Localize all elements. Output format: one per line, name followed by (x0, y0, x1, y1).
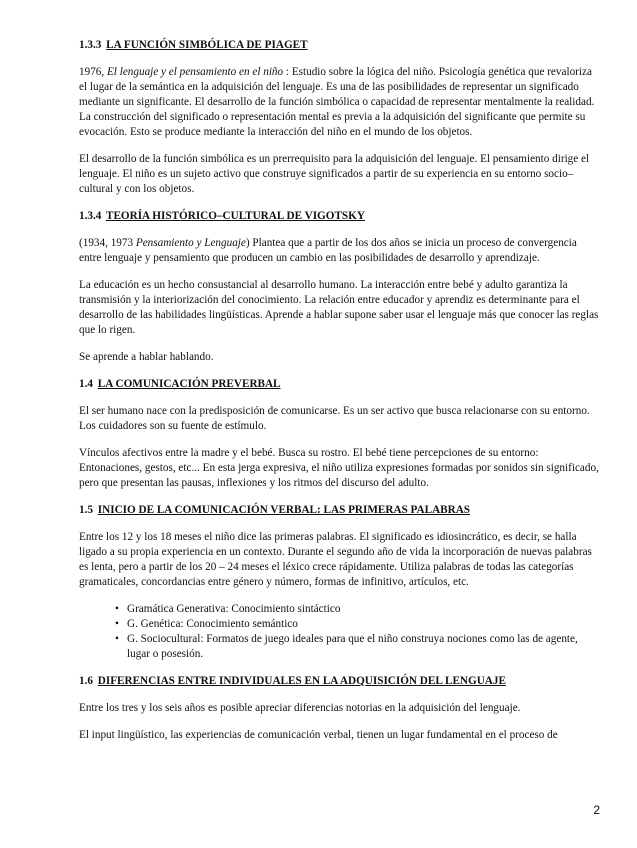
page-number: 2 (593, 803, 600, 817)
paragraph: Entre los 12 y los 18 meses el niño dice las primeras palabras. El significado es idiosincrático, es decir, se halla ligado a su propia experiencia en un contexto. Durante el segundo año de vida la incorporación de nuevas palabras es lenta, pero a partir de los 20 – 24 meses el léxico crece rápidamente. Utiliza palabras de todas las categorías gramaticales, concordancias entre género y número, formas de infinitivo, artículos, etc. (79, 531, 592, 588)
section-heading-1-3-3 (79, 38, 599, 53)
section-heading-1-4 (79, 377, 599, 392)
page-content (79, 38, 599, 755)
section-heading-1-5 (79, 503, 599, 518)
paragraph (79, 236, 599, 266)
section-number: 1.3.4 (79, 210, 102, 222)
section-title: LA COMUNICACIÓN PREVERBAL (97, 378, 281, 390)
paragraph-lead: 1976, (79, 66, 107, 78)
book-title: El lenguaje y el pensamiento en el niño (106, 66, 284, 78)
list-item: • Gramática Generativa: Conocimiento sintáctico (119, 602, 599, 617)
paragraph: La educación es un hecho consustancial al desarrollo humano. La interacción entre bebé y adulto garantiza la transmisión y la interiorización del conocimiento. La relación entre educador y aprendiz es determinante para el desarrollo de las habilidades lingüísticas. Aprende a hablar supone saber usar el lenguaje más que conocer las reglas que lo rigen. (79, 279, 599, 336)
list-item: • G. Genética: Conocimiento semántico (119, 617, 599, 632)
bullet-list (79, 602, 599, 662)
section-title: LA FUNCIÓN SIMBÓLICA DE PIAGET (106, 39, 308, 51)
section-title: INICIO DE LA COMUNICACIÓN VERBAL: LAS PRIMERAS PALABRAS (97, 504, 471, 516)
paragraph: El input lingüístico, las experiencias de comunicación verbal, tienen un lugar fundamental en el proceso de (79, 729, 558, 741)
paragraph: El desarrollo de la función simbólica es un prerrequisito para la adquisición del lenguaje. El pensamiento dirige el lenguaje. El niño es un sujeto activo que construye significados a partir de su experiencia en su entorno socio–cultural y con los objetos. (79, 153, 590, 195)
section-number: 1.6 (79, 675, 93, 687)
book-title: Pensamiento y Lenguaje (135, 237, 246, 249)
section-heading-1-6 (79, 674, 599, 689)
section-number: 1.5 (79, 504, 93, 516)
paragraph-text: : Estudio sobre la lógica del niño. Psicología genética que revaloriza el lugar de la semántica en la adquisición del lenguaje. Es una de las posibilidades de representar un significado mediante un significante. El desarrollo de la función simbólica o capacidad de representar mentalmente la realidad. La construcción del significado o representación mental es previa a la adquisición del significante que permite su evocación. Esto se produce mediante la interacción del niño en el mundo de los objetos. (79, 66, 595, 138)
list-item: • G. Sociocultural: Formatos de juego ideales para que el niño construya nociones como las de agente, lugar o posesión. (119, 632, 599, 662)
paragraph: El ser humano nace con la predisposición de comunicarse. Es un ser activo que busca relacionarse con su entorno. Los cuidadores son su fuente de estímulo. (79, 405, 590, 432)
section-title: DIFERENCIAS ENTRE INDIVIDUALES EN LA ADQUISICIÓN DEL LENGUAJE (97, 675, 506, 687)
paragraph: Entre los tres y los seis años es posible apreciar diferencias notorias en la adquisición del lenguaje. (79, 702, 521, 714)
section-heading-1-3-4 (79, 209, 599, 224)
section-number: 1.3.3 (79, 39, 102, 51)
paragraph-text: ) Plantea que a partir de los dos años se inicia un proceso de convergencia entre lenguaje y pensamiento que producen un cambio en las posibilidades de desarrollo y aprendizaje. (79, 237, 577, 264)
paragraph-lead: (1934, 1973 (79, 237, 136, 249)
section-title: TEORÍA HISTÓRICO–CULTURAL DE VIGOTSKY (105, 210, 365, 222)
paragraph: Se aprende a hablar hablando. (79, 351, 214, 363)
paragraph (79, 65, 599, 140)
paragraph: Vínculos afectivos entre la madre y el bebé. Busca su rostro. El bebé tiene percepciones de su entorno: Entonaciones, gestos, etc... En esta jerga expresiva, el niño utiliza expresiones formadas por sonidos sin significado, pero que presentan las pausas, inflexiones y los ritmos del discurso del adulto. (79, 447, 599, 489)
section-number: 1.4 (79, 378, 93, 390)
